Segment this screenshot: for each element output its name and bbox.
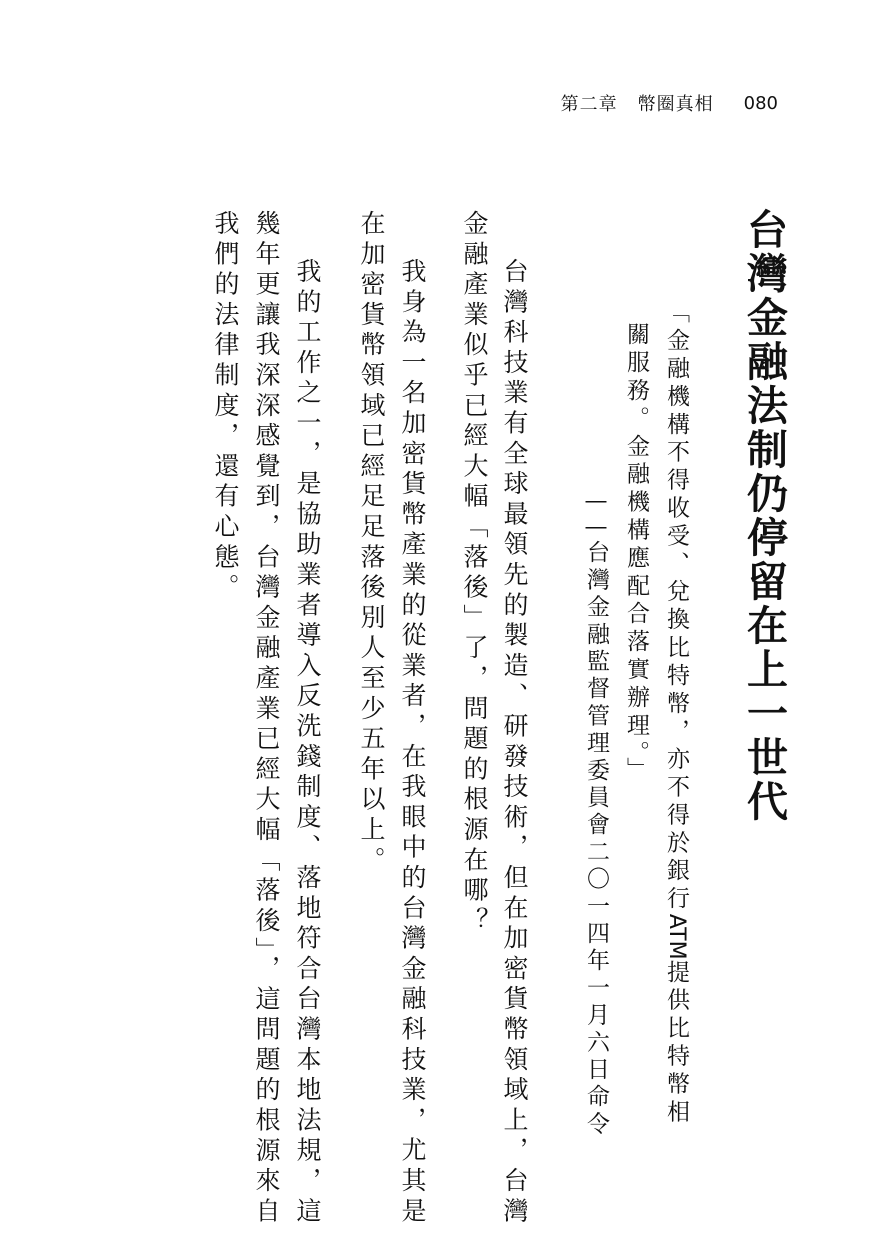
- paragraph-3-line-3: 我們的法律制度，還有心態。: [211, 210, 240, 604]
- quote-line-1-part-b: 提供比特幣相: [663, 959, 689, 1127]
- paragraph-3-line-2: 幾年更讓我深深感覺到，台灣金融產業已經大幅「落後」，這問題的根源來自: [252, 210, 281, 1228]
- page-title: 台灣金融法制仍停留在上一世代: [740, 208, 788, 824]
- quote-line-2: 關服務。金融機構應配合落實辦理。」: [623, 322, 649, 785]
- paragraph-1-line-2: 金融產業似乎已經大幅「落後」了，問題的根源在哪？: [460, 210, 489, 938]
- chapter-label: 第二章: [560, 94, 618, 115]
- quote-line-1-part-a: 「金融機構不得收受、兌換比特幣，亦不得於銀行: [663, 300, 689, 914]
- section-label: 幣圈真相: [637, 94, 714, 115]
- attribution-source: 台灣金融監督管理委員會二〇一四年一月六日命令: [583, 540, 609, 1139]
- paragraph-1-line-1: 台灣科技業有全球最領先的製造、研發技術，但在加密貨幣領域上，台灣: [500, 258, 529, 1228]
- attribution-dash: ——: [583, 488, 609, 540]
- quote-line-1: [660, 300, 693, 1127]
- paragraph-3-line-1: 我的工作之一，是協助業者導入反洗錢制度、落地符合台灣本地法規，這: [293, 258, 322, 1228]
- paragraph-2-line-2: 在加密貨幣領域已經足足落後別人至少五年以上。: [357, 210, 386, 877]
- quote-attribution: [580, 488, 613, 1138]
- paragraph-2-line-1: 我身為一名加密貨幣產業的從業者，在我眼中的台灣金融科技業，尤其是: [398, 258, 427, 1228]
- running-header: [561, 88, 778, 118]
- page-number: 080: [743, 92, 778, 114]
- quote-atm-term: ATM: [664, 913, 689, 960]
